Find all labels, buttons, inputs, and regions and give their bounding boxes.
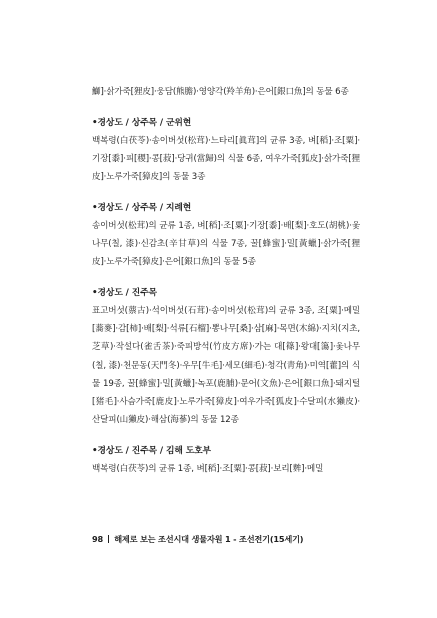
page-number: 98	[92, 534, 103, 544]
paragraph-continued: 鰤]·삵가죽[狸皮]·웅담(熊膽)·영양각(羚羊角)·은어[銀口魚]의 동물 6종	[92, 87, 349, 97]
footer-divider	[108, 535, 109, 543]
section-heading-gimhae: •경상도 / 진주목 / 김해 도호부	[92, 445, 211, 456]
section-body-gimhae: 백복령(白茯苓)의 균류 1종, 벼[稻]·조[粟]·콩[菽]·보리[麰]·메밀	[92, 463, 324, 474]
section-body-jirye: 송이버섯(松茸)의 균류 1종, 벼[稻]·조[粟]·기장[黍]·배[梨]·호도(胡桃)·옻나무(칠, 漆)·신감초(辛甘草)의 식물 7종, 꿀[蜂蜜]·밀[黃蠟]·삵가죽[狸皮]·노루가죽[獐皮]·은어[銀口魚]의 동물 5종	[92, 220, 360, 268]
spacer	[92, 271, 360, 284]
section-heading-gunwi: •경상도 / 상주목 / 군위현	[92, 117, 192, 128]
section-body-jinju: 표고버섯(蔈古)·석이버섯(石茸)·송이버섯(松茸)의 균류 3종, 조[粟]·메밀[蕎麥]·감[柿]·배[梨]·석류[石榴]·뽕나무[桑]·삼[麻]·목면(木綿)·지치(지초, 芝草)·작설다(雀舌茶)·죽피방석(竹皮方席)·가는 대[篠]·왕대[簜]·옻나무(칠, 漆)·천문동(天門冬)·우무[牛毛]·세모(細毛)·청각(靑角)·미역[藿]의 식물 19종, 꿀[蜂蜜]·밀[黃蠟]·녹포(鹿脯)·문어(文魚)·은어[銀口魚]·돼지털[猪毛]·사슴가죽[鹿皮]·노루가죽[獐皮]·여우가죽[狐皮]·수달피(水獺皮)·산달피(山獺皮)·해삼(海蔘)의 동물 12종	[92, 305, 360, 426]
section-body-gunwi: 백복령(白茯苓)·송이버섯(松茸)·느타리[眞茸]의 균류 3종, 벼[稻]·조[粟]·기장[黍]·피[稷]·콩[菽]·당귀(當歸)의 식물 6종, 여우가죽[狐皮]·삵가죽[狸皮]·노루가죽[獐皮]의 동물 3종	[92, 135, 360, 183]
spacer	[92, 429, 360, 442]
document-body	[92, 83, 360, 478]
book-title: 해제로 보는 조선시대 생물자원 1 - 조선전기(15세기)	[114, 534, 304, 544]
spacer	[92, 101, 360, 114]
section-heading-jirye: •경상도 / 상주목 / 지례현	[92, 202, 192, 213]
page-footer	[92, 533, 360, 545]
section-heading-jinju: •경상도 / 진주목	[92, 287, 157, 298]
spacer	[92, 186, 360, 199]
